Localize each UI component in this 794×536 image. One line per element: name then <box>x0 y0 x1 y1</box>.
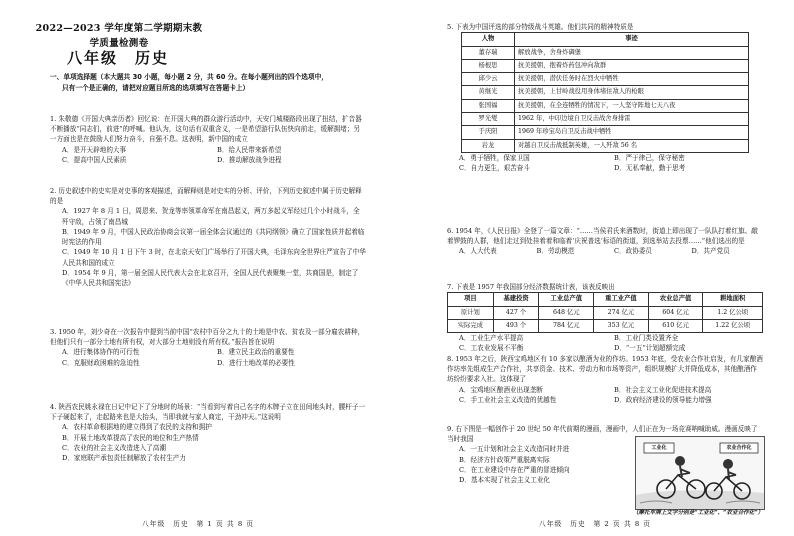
question-text: 9. 右下图是一幅创作于 20 世纪 50 年代前期的漫画，漫画中，人们正在为一场竞赛呐喊助威。漫画反映了当时我国 <box>447 425 758 444</box>
table-cell: 274 亿元 <box>594 306 649 319</box>
question-7 <box>447 282 763 354</box>
table-cell: 427 个 <box>493 306 539 319</box>
question-text: 1. 朱敬德《开国大典亲历者》回忆说：在开国大典的群众游行活动中，天安门城楼路段出现了扭结，扩音器不断播放“同志们，前进”的呼喊。他认为，这句话有双重含义，一是希望游行队伍快向前走，缓解拥堵；另一方面也是在鼓励人们努力奋斗，自强不息。这表明，新中国的成立 <box>50 115 362 144</box>
table-cell: 1.22 亿公顷 <box>703 319 763 332</box>
question-4 <box>50 402 366 463</box>
option-D: D．无私奉献，勤于思考 <box>614 164 686 173</box>
table-cell: 岩龙 <box>462 139 515 152</box>
option-A: A．1927 年 8 月 1 日，周恩来、贺龙等率领革命军在南昌起义，两万多起义军经过几个小时战斗，全歼守敌，占领了南昌城 <box>62 207 360 226</box>
table-cell: 604 亿元 <box>648 306 703 319</box>
table-row <box>462 59 749 72</box>
table-cell: 抗美援朝，上甘岭战役用身体堵住敌人的枪眼 <box>515 86 749 99</box>
cartoon-sign-right: 农业合作化 <box>726 445 752 451</box>
question-8 <box>447 354 763 405</box>
cartoon-sign-left: 工业化 <box>651 445 667 451</box>
option-D: D．推动解放战争进程 <box>217 155 282 164</box>
option-B: B．社会主义工业化促进技术提高 <box>614 385 712 394</box>
grade-title: 八年级 历史 <box>66 49 169 67</box>
option-C: C．工农业发展不平衡 <box>459 344 524 353</box>
option-B: B．劳动模范 <box>536 247 575 256</box>
table-cell: 罗光燮 <box>462 113 515 126</box>
table-cell: 784 亿元 <box>539 319 594 332</box>
option-A: A．人大代表 <box>459 247 497 256</box>
table-cell: 610 亿元 <box>648 319 703 332</box>
option-D: D．政府经济建设的领导能力增强 <box>614 395 712 404</box>
option-A: A．一五计划和社会主义改造同时并进 <box>459 445 570 454</box>
table-cell: 1969 年珍宝岛自卫反击战中牺牲 <box>515 126 749 139</box>
table-cell: 抗美援朝，在全连牺牲的情况下，一人坚守阵地七天八夜 <box>515 99 749 112</box>
table-row <box>462 46 749 59</box>
option-C: C．农业的社会主义改造进入了高潮 <box>62 443 166 452</box>
table-cell: 实际完成 <box>448 319 494 332</box>
table-row <box>462 139 749 152</box>
table-cell: 于庆阳 <box>462 126 515 139</box>
option-B: B．开展土地改革提高了农民的地位和生产热情 <box>62 433 199 442</box>
table-header-cell: 耕地面积 <box>703 293 763 306</box>
table-row <box>462 126 749 139</box>
option-A: A．宝鸡地区酿酒业出现垄断 <box>459 385 543 394</box>
table-header-cell: 农业总产值 <box>648 293 703 306</box>
table-row <box>462 73 749 86</box>
table-header-cell: 基建投资 <box>493 293 539 306</box>
table-row <box>448 306 763 319</box>
option-A: A．是开天辟地的大事 <box>62 145 127 154</box>
table-header-cell: 重工业产值 <box>594 293 649 306</box>
cartoon-image <box>635 436 765 510</box>
options <box>50 206 366 288</box>
table-cell: 黄继光 <box>462 86 515 99</box>
options <box>50 422 366 463</box>
option-A: A．勇于牺牲，保家卫国 <box>459 153 530 162</box>
table-cell: 抗美援朝，抱着炸药包冲向敌群 <box>515 59 749 72</box>
option-A: A．农村革命根据地的建立得到了农民的支持和拥护 <box>62 423 212 432</box>
table-cell: 杨根思 <box>462 59 515 72</box>
question-1 <box>50 114 366 165</box>
table-cell: 648 亿元 <box>539 306 594 319</box>
option-D: D．1954 年 9 月，第一届全国人民代表大会在北京召开，全国人民代表聚集一堂，共商国是，制定了《中华人民共和国宪法》 <box>62 268 359 287</box>
table-cell: 353 亿元 <box>594 319 649 332</box>
question-text: 8. 1953 年之后，陕西宝鸡地区有 10 多家以酿酒为业的作坊。1953 年底，受农业合作社启发，有几家酿酒作坊率先组成生产合作社，共享资金、技术、劳动力和市场等资产，组织规模扩大并降低成本，其他酿酒作坊纷纷要求入社。这体现了 <box>447 355 763 384</box>
option-B: B．工业门类设置齐全 <box>614 334 679 343</box>
option-A: A．进行集体协作的可行性 <box>62 348 140 357</box>
question-6 <box>447 226 763 257</box>
table-cell: 张国福 <box>462 99 515 112</box>
table-row <box>462 113 749 126</box>
table-cell: 解放战争，舍身炸碉堡 <box>515 46 749 59</box>
cartoon-caption: （摩托车牌上文字分别是“工业化”、“农业合作化”） <box>632 510 764 516</box>
option-C: C．政协委员 <box>614 247 653 256</box>
heroes-table <box>461 32 749 153</box>
options <box>447 246 763 256</box>
option-B: B．1949 年 9 月，中国人民政治协商会议第一届全体会议通过的《共同纲领》确立了国家性质并起着临时宪法的作用 <box>62 227 365 247</box>
question-text: 5. 下表为中国评选的部分特级战斗英雄。他们共同的精神特质是 <box>447 23 634 31</box>
exam-title: 2022—2023 学年度第二学期期末教学质量检测卷 <box>35 23 203 49</box>
table-row <box>462 99 749 112</box>
section-instructions <box>50 72 366 95</box>
option-B: B．建立民主政治的重要性 <box>217 348 295 357</box>
page-footer-2: 八年级 历史 第 2 页 共 8 页 <box>538 520 652 529</box>
question-text: 3. 1950 年，刘少奇在一次报告中提到当前中国“农村中百分之九十的土地是中农、贫农及一部分雇农耕种，但他们只有一部分土地有所有权，对大部分土地则没有所有权。”报告旨在说明 <box>50 328 365 347</box>
table-cell: 对越自卫反击战抵制英雄，一人歼敌 56 名 <box>515 139 749 152</box>
table-cell: 1.2 亿公顷 <box>703 306 763 319</box>
table-header-cell: 事迹 <box>515 33 749 46</box>
options <box>50 347 366 367</box>
option-A: A．工业生产水平提高 <box>459 334 524 343</box>
option-B: B．严于律己，保守秘密 <box>614 153 685 162</box>
option-D: D．基本实现了社会主义工业化 <box>459 476 551 485</box>
table-row <box>462 86 749 99</box>
question-text: 7. 下表是 1957 年我国部分经济数据统计表，该表反映出 <box>447 283 615 291</box>
table-cell: 董存瑞 <box>462 46 515 59</box>
page-2 <box>397 0 794 536</box>
table-row <box>448 319 763 332</box>
option-B: B．经济方针政策严重脱离实际 <box>459 455 550 464</box>
page-footer-1: 八年级 历史 第 1 页 共 8 页 <box>141 520 255 529</box>
question-text: 2. 历史叙述中的史实是对史事的客观描述，而解释则是对史实的分析、评价，下列历史叙述中属于历史解释的是 <box>50 187 362 206</box>
instructions-line-1: 一、单项选择题（本大题共 30 小题，每小题 2 分，共 60 分。在每小题列出的四个选项中， <box>50 73 328 81</box>
options <box>50 145 366 165</box>
question-text: 4. 陕西农民姚永禄在日记中记下了分地时的场景：“当看到写着自己名字的木牌子立在田间地头时，腰杆子一下子硬起来了，走起路来也是大抬头，当即我就与家人商定，干劲冲天。”这说明 <box>50 403 366 422</box>
table-cell: 1962 年，中印边境自卫反击战舍身排雷 <box>515 113 749 126</box>
option-D: D．“一五”计划超额完成 <box>614 344 686 353</box>
options <box>447 153 763 173</box>
option-C: C．克服财政困难的急迫性 <box>62 358 140 367</box>
option-D: D．进行土地改革的必要性 <box>217 358 295 367</box>
table-header-cell: 项目 <box>448 293 494 306</box>
question-text: 6. 1954 年，《人民日报》全登了一篇文章：“……当侯君氏来酒数时，街道上即出现了一队队打着红旗、敲着锣鼓的人群，他们走过到处挂着着和临着‘庆祝普选’标语的街道，到选举站去投票……”他们选出的是 <box>447 227 758 246</box>
economy-table <box>447 292 763 333</box>
table-cell: 493 个 <box>493 319 539 332</box>
option-C: C．提高中国人民素质 <box>62 155 127 164</box>
option-C: C．自力更生，艰苦奋斗 <box>459 164 530 173</box>
option-C: C．在工业建设中存在严重的冒进倾向 <box>459 465 570 474</box>
table-cell: 抗美援朝，潜伏任务时在烈火中牺牲 <box>515 73 749 86</box>
option-C: C．手工业社会主义改造的优越性 <box>459 395 557 404</box>
option-B: B．给人民带来新希望 <box>217 145 282 154</box>
option-D: D．家庭联产承包责任制解放了农村生产力 <box>62 454 186 463</box>
question-2 <box>50 186 366 288</box>
options <box>447 385 763 405</box>
question-5 <box>447 22 763 173</box>
table-header-cell: 人物 <box>462 33 515 46</box>
table-header-cell: 工业总产值 <box>539 293 594 306</box>
options <box>447 444 637 485</box>
instructions-line-2: 只有一个是正确的，请把对应题目所选的选项填写在答题卡上） <box>62 84 250 93</box>
table-cell: 原计划 <box>448 306 494 319</box>
options <box>447 333 763 353</box>
table-cell: 邱少云 <box>462 73 515 86</box>
option-D: D．共产党员 <box>691 247 730 256</box>
question-3 <box>50 327 366 368</box>
option-C: C．1949 年 10 月 1 日下午 3 时，在北京天安门广场举行了开国大典，毛泽东向全世界庄严宣告了中华人民共和国的成立 <box>62 248 366 267</box>
